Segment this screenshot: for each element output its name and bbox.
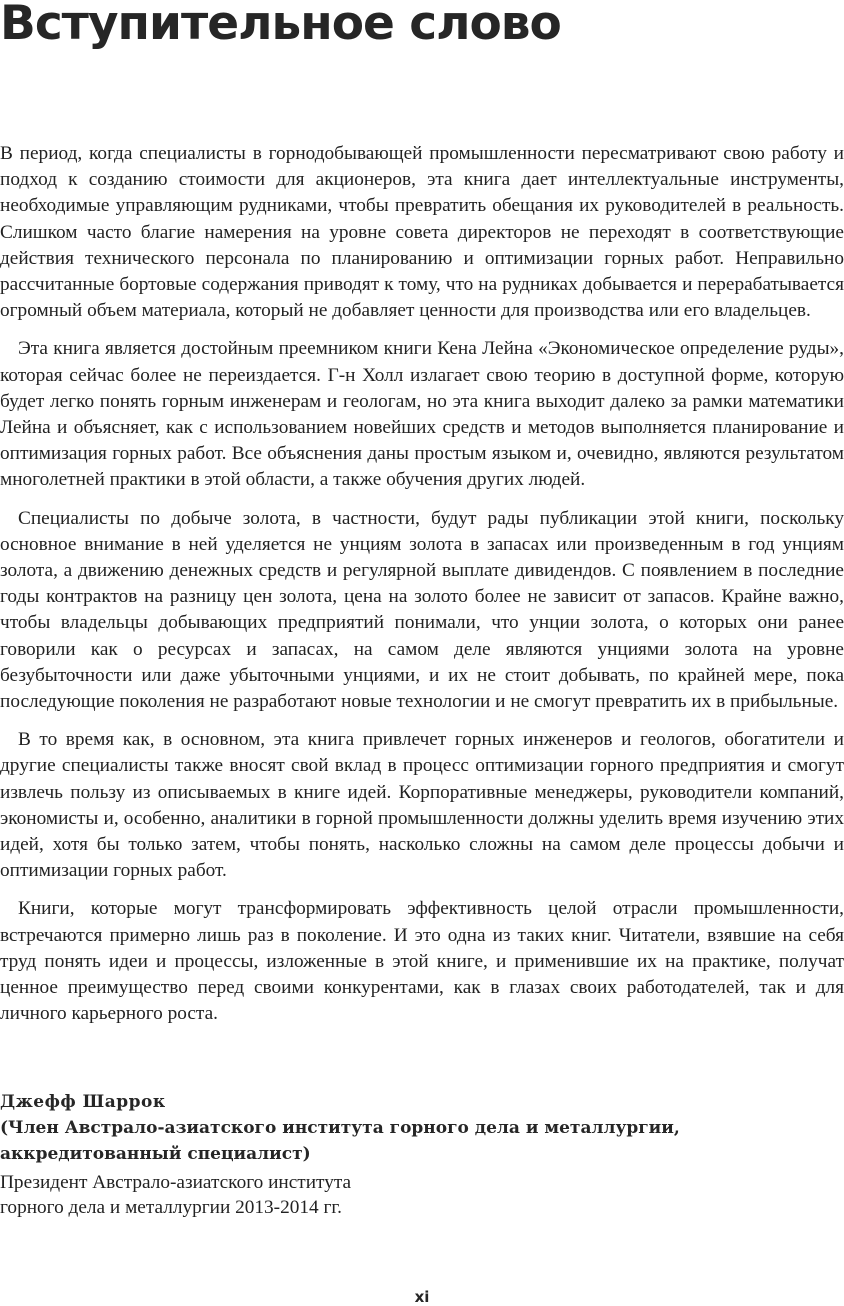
paragraph-1: В период, когда специалисты в горнодобывающей промышленности пересматривают свою работу и подход к созданию стоимости для акционеров, эта книга дает интеллектуальные инструменты, необходимые управляющим рудниками, чтобы превратить обещания их руководителей в реальность. Слишком часто благие намерения на уровне совета директоров не переходят в соответствующие действия технического персонала по планированию и оптимизации горных работ. Неправильно рассчитанные бортовые содержания приводят к тому, что на рудниках добывается и перерабатывается огромный объем материала, который не добавляет ценности для производства или его владельцев. [0,143,844,322]
signature-position-line-1: Президент Австрало-азиатского института [0,1172,352,1193]
paragraph-3: Специалисты по добыче золота, в частности, будут рады публикации этой книги, поскольку основное внимание в ней уделяется не унциям золота в запасах или произведенным в год унциям золота, а движению денежных средств и регулярной выплате дивидендов. С появлением в последние годы контрактов на разницу цен золота, цена на золото более не зависит от запасов. Крайне важно, чтобы владельцы добывающих предприятий понимали, что унции золота, о которых они ранее говорили как о ресурсах и запасах, на самом деле являются унциями золота на уровне безубыточности или даже убыточными унциями, и их не стоит добывать, по крайней мере, пока последующие поколения не разработают новые технологии и не смогут превратить их в прибыльные. [0,507,844,713]
signature-position [0,1170,351,1220]
paragraph-2: Эта книга является достойным преемником книги Кена Лейна «Экономическое определение руды», которая сейчас более не переиздается. Г-н Холл излагает свою теорию в доступной форме, которую будет легко понять горным инженерам и геологам, но эта книга выходит далеко за рамки математики Лейна и объясняет, как с использованием новейших средств и методов выполняется планирование и оптимизация горных работ. Все объяснения даны простым языком и, очевидно, являются результатом многолетней практики в этой области, а также обучения других людей. [0,338,844,491]
signature-credentials: (Член Австрало-азиатского института горного дела и металлургии, аккредитованный специалист) [0,1118,680,1165]
signature-name: Джефф Шаррок [0,1092,166,1112]
page-title: Вступительное слово [0,0,561,51]
paragraph-5: Книги, которые могут трансформировать эффективность целой отрасли промышленности, встречаются примерно лишь раз в поколение. И это одна из таких книг. Читатели, взявшие на себя труд понять идеи и процессы, изложенные в этой книге, и применившие их на практике, получат ценное преимущество перед своими конкурентами, как в глазах своих работодателей, так и для личного карьерного роста. [0,898,844,1025]
paragraph-4: В то время как, в основном, эта книга привлечет горных инженеров и геологов, обогатители и другие специалисты также вносят свой вклад в процесс оптимизации горного предприятия и смогут извлечь пользу из описываемых в книге идей. Корпоративные менеджеры, руководители компаний, экономисты и, особенно, аналитики в горной промышленности должны уделить время изучению этих идей, хотя бы только затем, чтобы понять, насколько сложны на самом деле процессы добычи и оптимизации горных работ. [0,729,844,882]
page-number: xi [414,1288,430,1306]
signature-position-line-2: горного дела и металлургии 2013-2014 гг. [0,1197,342,1218]
foreword-body [0,141,844,1040]
